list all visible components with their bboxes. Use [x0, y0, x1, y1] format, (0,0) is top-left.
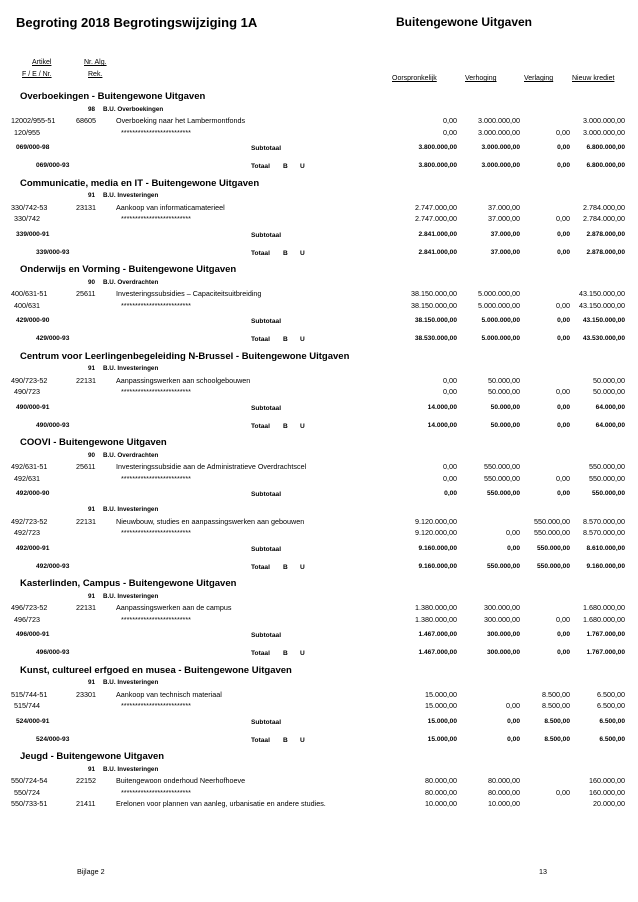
subtotal-code: 339/000-91	[16, 230, 50, 238]
article-code: 330/742	[14, 214, 40, 223]
amount-new-credit: 8.570.000,00	[583, 528, 625, 537]
amount-decrease: 0,00	[557, 421, 570, 429]
amount-decrease: 0,00	[556, 214, 570, 223]
total-flag-u: U	[300, 736, 305, 744]
article-code: 120/955	[14, 127, 40, 137]
article-code: 492/723-52	[11, 516, 48, 526]
subtotal-label: Subtotaal	[251, 318, 282, 325]
amount-original: 38.530.000,00	[414, 335, 457, 342]
amount-new-credit: 64.000,00	[595, 403, 625, 411]
amount-new-credit: 6.500,00	[599, 735, 625, 743]
amount-increase: 300.000,00	[484, 614, 520, 624]
amount-increase: 3.000.000,00	[481, 162, 520, 169]
amount-decrease: 8.500,00	[542, 689, 570, 699]
amount-original: 9.120.000,00	[415, 528, 457, 537]
amount-increase: 50.000,00	[488, 387, 520, 396]
group-title: B.U. Investeringen	[103, 592, 159, 600]
amount-original: 15.000,00	[427, 717, 457, 725]
amount-new-credit: 1.680.000,00	[583, 614, 625, 624]
amount-new-credit: 50.000,00	[593, 387, 625, 396]
amount-increase: 80.000,00	[488, 776, 520, 785]
line-description: Aankoop van informaticamaterieel	[116, 202, 225, 212]
amount-original: 80.000,00	[425, 776, 457, 785]
account-number: 22131	[76, 516, 96, 526]
amount-decrease: 0,00	[557, 317, 570, 324]
account-number: 25611	[76, 289, 96, 298]
amount-decrease: 0,00	[556, 387, 570, 396]
section-title: Onderwijs en Vorming - Buitengewone Uitgaven	[20, 264, 237, 275]
amount-new-credit: 8.610.000,00	[586, 544, 625, 552]
amount-increase: 550.000,00	[484, 473, 520, 483]
article-code: 400/631-51	[11, 289, 48, 298]
page-subtitle: Buitengewone Uitgaven	[396, 15, 533, 29]
article-code: 492/631-51	[11, 462, 48, 471]
group-number: 91	[88, 506, 96, 513]
amount-increase: 0,00	[507, 717, 520, 725]
amount-increase: 3.000.000,00	[481, 144, 520, 151]
amount-decrease: 550.000,00	[536, 562, 570, 570]
subtotal-code: 496/000-91	[16, 631, 50, 638]
amount-original: 2.747.000,00	[415, 202, 457, 212]
group-title: B.U. Overdrachten	[103, 278, 159, 286]
amount-new-credit: 6.500,00	[597, 701, 625, 710]
section-title: Communicatie, media en IT - Buitengewone Uitgaven	[20, 177, 260, 189]
amount-new-credit: 64.000,00	[595, 421, 625, 429]
total-code: 429/000-93	[36, 335, 70, 342]
amount-new-credit: 3.000.000,00	[583, 127, 625, 137]
amount-original: 15.000,00	[427, 735, 457, 743]
total-flag-b: B	[283, 336, 288, 343]
amount-original: 14.000,00	[427, 403, 457, 411]
amount-increase: 0,00	[507, 735, 520, 743]
subtotal-code: 069/000-98	[16, 144, 50, 151]
total-flag-b: B	[283, 422, 288, 430]
amount-increase: 0,00	[506, 701, 520, 710]
subtotal-label: Subtotaal	[251, 632, 282, 639]
amount-new-credit: 2.878.000,00	[586, 230, 625, 238]
amount-decrease: 0,00	[556, 300, 570, 310]
amount-new-credit: 550.000,00	[591, 490, 625, 497]
account-number: 22131	[76, 603, 96, 612]
total-code: 339/000-93	[36, 248, 70, 256]
col-artikel: Artikel	[32, 59, 52, 66]
amount-original: 38.150.000,00	[414, 317, 457, 324]
amount-new-credit: 1.767.000,00	[586, 649, 625, 656]
amount-increase: 50.000,00	[488, 375, 520, 385]
amount-decrease: 0,00	[557, 248, 570, 256]
amount-increase: 37.000,00	[490, 230, 520, 238]
amount-increase: 5.000.000,00	[478, 300, 520, 310]
total-flag-u: U	[300, 336, 305, 343]
total-flag-b: B	[283, 163, 288, 170]
col-nr-alg: Nr. Alg.	[84, 59, 107, 66]
subtotal-label: Subtotaal	[251, 145, 282, 152]
group-number: 90	[88, 278, 96, 286]
amount-new-credit: 9.160.000,00	[586, 562, 625, 570]
amount-original: 38.150.000,00	[411, 300, 457, 310]
article-code: 550/724	[14, 787, 40, 797]
account-number: 23301	[76, 689, 96, 699]
amount-original: 0,00	[443, 116, 457, 125]
total-label: Totaal	[251, 163, 270, 170]
amount-increase: 3.000.000,00	[478, 116, 520, 125]
amount-increase: 37.000,00	[488, 202, 520, 212]
amount-increase: 80.000,00	[488, 787, 520, 797]
group-number: 90	[88, 451, 96, 459]
amount-increase: 300.000,00	[486, 631, 520, 638]
amount-original: 10.000,00	[425, 799, 457, 808]
amount-decrease: 0,00	[557, 490, 570, 497]
amount-new-credit: 6.800.000,00	[586, 162, 625, 169]
line-description: *************************	[121, 614, 191, 624]
subtotal-label: Subtotaal	[251, 491, 282, 498]
amount-new-credit: 160.000,00	[589, 787, 625, 797]
amount-increase: 37.000,00	[490, 248, 520, 256]
amount-decrease: 550.000,00	[534, 528, 570, 537]
article-code: 515/744	[14, 701, 40, 710]
group-title: B.U. Overboekingen	[103, 105, 164, 113]
total-flag-u: U	[300, 163, 305, 170]
amount-original: 80.000,00	[425, 787, 457, 797]
total-flag-b: B	[283, 563, 288, 571]
article-code: 550/724-54	[11, 776, 48, 785]
section-title: Centrum voor Leerlingenbegeleiding N-Brussel - Buitengewone Uitgaven	[20, 350, 350, 362]
amount-original: 2.841.000,00	[418, 230, 457, 238]
subtotal-label: Subtotaal	[251, 545, 282, 553]
account-number: 22152	[76, 776, 96, 785]
amount-original: 2.841.000,00	[418, 248, 457, 256]
total-label: Totaal	[251, 422, 270, 430]
total-label: Totaal	[251, 336, 270, 343]
amount-decrease: 550.000,00	[534, 516, 570, 526]
section-title: Kunst, cultureel erfgoed en musea - Buitengewone Uitgaven	[20, 664, 292, 676]
amount-increase: 5.000.000,00	[481, 335, 520, 342]
amount-new-credit: 2.878.000,00	[586, 248, 625, 256]
amount-decrease: 0,00	[557, 631, 570, 638]
line-description: Aanpassingswerken aan schoolgebouwen	[116, 375, 251, 385]
amount-increase: 3.000.000,00	[478, 127, 520, 137]
section-title: Jeugd - Buitengewone Uitgaven	[20, 751, 165, 762]
col-verhoging: Verhoging	[465, 75, 497, 82]
group-title: B.U. Investeringen	[103, 679, 159, 686]
line-description: Overboeking naar het Lambermontfonds	[116, 116, 246, 125]
article-code: 400/631	[14, 300, 40, 310]
amount-increase: 550.000,00	[484, 462, 520, 471]
footer-annex: Bijlage 2	[77, 867, 105, 876]
subtotal-label: Subtotaal	[251, 718, 282, 726]
subtotal-code: 429/000-90	[16, 317, 50, 324]
amount-original: 38.150.000,00	[411, 289, 457, 298]
line-description: Erelonen voor plannen van aanleg, urbanisatie en andere studies.	[116, 799, 326, 808]
amount-decrease: 0,00	[557, 403, 570, 411]
amount-increase: 0,00	[507, 544, 520, 552]
line-description: *************************	[121, 701, 191, 710]
subtotal-code: 492/000-90	[16, 490, 50, 497]
amount-original: 0,00	[443, 375, 457, 385]
total-flag-b: B	[283, 650, 288, 657]
amount-new-credit: 160.000,00	[589, 776, 625, 785]
subtotal-code: 492/000-91	[16, 544, 50, 552]
amount-increase: 50.000,00	[490, 403, 520, 411]
amount-original: 15.000,00	[425, 689, 457, 699]
amount-new-credit: 8.570.000,00	[583, 516, 625, 526]
amount-original: 14.000,00	[427, 421, 457, 429]
amount-new-credit: 550.000,00	[589, 462, 625, 471]
col-fe-nr: F / E / Nr.	[22, 71, 52, 78]
amount-increase: 300.000,00	[486, 649, 520, 656]
article-code: 490/723-52	[11, 375, 48, 385]
amount-increase: 10.000,00	[488, 799, 520, 808]
group-title: B.U. Investeringen	[103, 506, 159, 513]
total-flag-b: B	[283, 736, 288, 744]
group-title: B.U. Investeringen	[103, 192, 159, 199]
amount-original: 3.800.000,00	[418, 162, 457, 169]
amount-new-credit: 43.530.000,00	[582, 335, 625, 342]
total-label: Totaal	[251, 650, 270, 657]
subtotal-label: Subtotaal	[251, 231, 282, 239]
amount-increase: 550.000,00	[486, 490, 520, 497]
line-description: Aanpassingswerken aan de campus	[116, 603, 232, 612]
section-title: COOVI - Buitengewone Uitgaven	[20, 437, 167, 448]
amount-decrease: 0,00	[556, 787, 570, 797]
amount-original: 1.467.000,00	[418, 631, 457, 638]
line-description: *************************	[121, 473, 191, 483]
col-rek: Rek.	[88, 71, 103, 78]
subtotal-label: Subtotaal	[251, 404, 282, 412]
amount-new-credit: 2.784.000,00	[583, 202, 625, 212]
total-code: 524/000-93	[36, 735, 70, 743]
amount-decrease: 0,00	[556, 127, 570, 137]
amount-original: 0,00	[443, 127, 457, 137]
article-code: 330/742-53	[11, 202, 48, 212]
total-code: 069/000-93	[36, 162, 70, 169]
amount-decrease: 0,00	[556, 473, 570, 483]
article-code: 496/723-52	[11, 603, 48, 612]
amount-new-credit: 50.000,00	[593, 375, 625, 385]
amount-original: 9.120.000,00	[415, 516, 457, 526]
amount-original: 9.160.000,00	[418, 544, 457, 552]
total-flag-u: U	[300, 563, 305, 571]
amount-decrease: 8.500,00	[544, 735, 570, 743]
amount-decrease: 0,00	[557, 162, 570, 169]
line-description: Nieuwbouw, studies en aanpassingswerken aan gebouwen	[116, 516, 305, 526]
amount-new-credit: 1.680.000,00	[583, 603, 625, 612]
section-title: Overboekingen - Buitengewone Uitgaven	[20, 91, 206, 102]
article-code: 492/631	[14, 473, 40, 483]
line-description: Buitengewoon onderhoud Neerhofhoeve	[116, 776, 246, 785]
amount-increase: 300.000,00	[484, 603, 520, 612]
amount-decrease: 8.500,00	[542, 701, 570, 710]
amount-new-credit: 6.500,00	[599, 717, 625, 725]
line-description: Aankoop van technisch materiaal	[116, 689, 222, 699]
total-flag-b: B	[283, 249, 288, 257]
article-code: 550/733-51	[11, 799, 48, 808]
amount-new-credit: 550.000,00	[589, 473, 625, 483]
amount-increase: 550.000,00	[486, 562, 520, 570]
article-code: 515/744-51	[11, 689, 48, 699]
amount-original: 3.800.000,00	[418, 144, 457, 151]
col-oorspronkelijk: Oorspronkelijk	[392, 75, 437, 82]
total-label: Totaal	[251, 563, 270, 571]
amount-original: 1.380.000,00	[415, 603, 457, 612]
col-nieuw-krediet: Nieuw krediet	[572, 75, 615, 82]
article-code: 496/723	[14, 614, 40, 624]
account-number: 23131	[76, 202, 96, 212]
line-description: *************************	[121, 300, 191, 310]
amount-increase: 37.000,00	[488, 214, 520, 223]
article-code: 12002/955-51	[11, 116, 56, 125]
group-title: B.U. Investeringen	[103, 365, 159, 372]
amount-decrease: 0,00	[557, 144, 570, 151]
amount-new-credit: 43.150.000,00	[579, 289, 625, 298]
page-number: 13	[539, 867, 547, 876]
amount-original: 0,00	[443, 473, 457, 483]
line-description: *************************	[121, 787, 191, 797]
amount-original: 0,00	[444, 490, 457, 497]
amount-original: 9.160.000,00	[418, 562, 457, 570]
total-flag-u: U	[300, 249, 305, 257]
amount-increase: 5.000.000,00	[478, 289, 520, 298]
group-number: 91	[88, 192, 96, 199]
group-title: B.U. Investeringen	[103, 765, 159, 773]
account-number: 21411	[76, 799, 96, 808]
amount-decrease: 550.000,00	[536, 544, 570, 552]
subtotal-code: 524/000-91	[16, 717, 50, 725]
amount-new-credit: 43.150.000,00	[579, 300, 625, 310]
line-description: *************************	[121, 528, 191, 537]
amount-new-credit: 2.784.000,00	[583, 214, 625, 223]
subtotal-code: 490/000-91	[16, 403, 50, 411]
col-verlaging: Verlaging	[524, 75, 554, 82]
amount-increase: 0,00	[506, 528, 520, 537]
amount-decrease: 0,00	[556, 614, 570, 624]
amount-decrease: 8.500,00	[544, 717, 570, 725]
amount-original: 2.747.000,00	[415, 214, 457, 223]
group-number: 91	[88, 592, 96, 600]
amount-decrease: 0,00	[557, 649, 570, 656]
amount-increase: 50.000,00	[490, 421, 520, 429]
amount-new-credit: 1.767.000,00	[586, 631, 625, 638]
page-title: Begroting 2018 Begrotingswijziging 1A	[16, 15, 258, 30]
amount-decrease: 0,00	[557, 335, 570, 342]
group-number: 98	[88, 105, 96, 113]
article-code: 490/723	[14, 387, 40, 396]
account-number: 68605	[76, 116, 96, 125]
line-description: Investeringssubsidies – Capaciteitsuitbreiding	[116, 289, 262, 298]
amount-original: 0,00	[443, 462, 457, 471]
amount-new-credit: 20.000,00	[593, 799, 625, 808]
amount-original: 15.000,00	[425, 701, 457, 710]
amount-original: 1.467.000,00	[418, 649, 457, 656]
amount-decrease: 0,00	[557, 230, 570, 238]
group-title: B.U. Overdrachten	[103, 451, 159, 459]
total-flag-u: U	[300, 650, 305, 657]
group-number: 91	[88, 365, 96, 372]
article-code: 492/723	[14, 528, 40, 537]
total-code: 496/000-93	[36, 649, 70, 656]
account-number: 25611	[76, 462, 96, 471]
account-number: 22131	[76, 375, 96, 385]
line-description: *************************	[121, 127, 191, 137]
amount-original: 0,00	[443, 387, 457, 396]
amount-new-credit: 6.800.000,00	[586, 144, 625, 151]
total-flag-u: U	[300, 422, 305, 430]
amount-increase: 5.000.000,00	[481, 317, 520, 324]
amount-new-credit: 6.500,00	[597, 689, 625, 699]
group-number: 91	[88, 679, 96, 686]
section-title: Kasterlinden, Campus - Buitengewone Uitgaven	[20, 578, 237, 589]
line-description: *************************	[121, 387, 191, 396]
total-label: Totaal	[251, 249, 270, 257]
amount-new-credit: 43.150.000,00	[582, 317, 625, 324]
line-description: *************************	[121, 214, 191, 223]
amount-original: 1.380.000,00	[415, 614, 457, 624]
line-description: Investeringssubsidie aan de Administratieve Overdrachtscel	[116, 462, 307, 471]
total-code: 492/000-93	[36, 562, 70, 570]
group-number: 91	[88, 765, 96, 773]
amount-new-credit: 3.000.000,00	[583, 116, 625, 125]
total-label: Totaal	[251, 736, 270, 744]
total-code: 490/000-93	[36, 421, 70, 429]
